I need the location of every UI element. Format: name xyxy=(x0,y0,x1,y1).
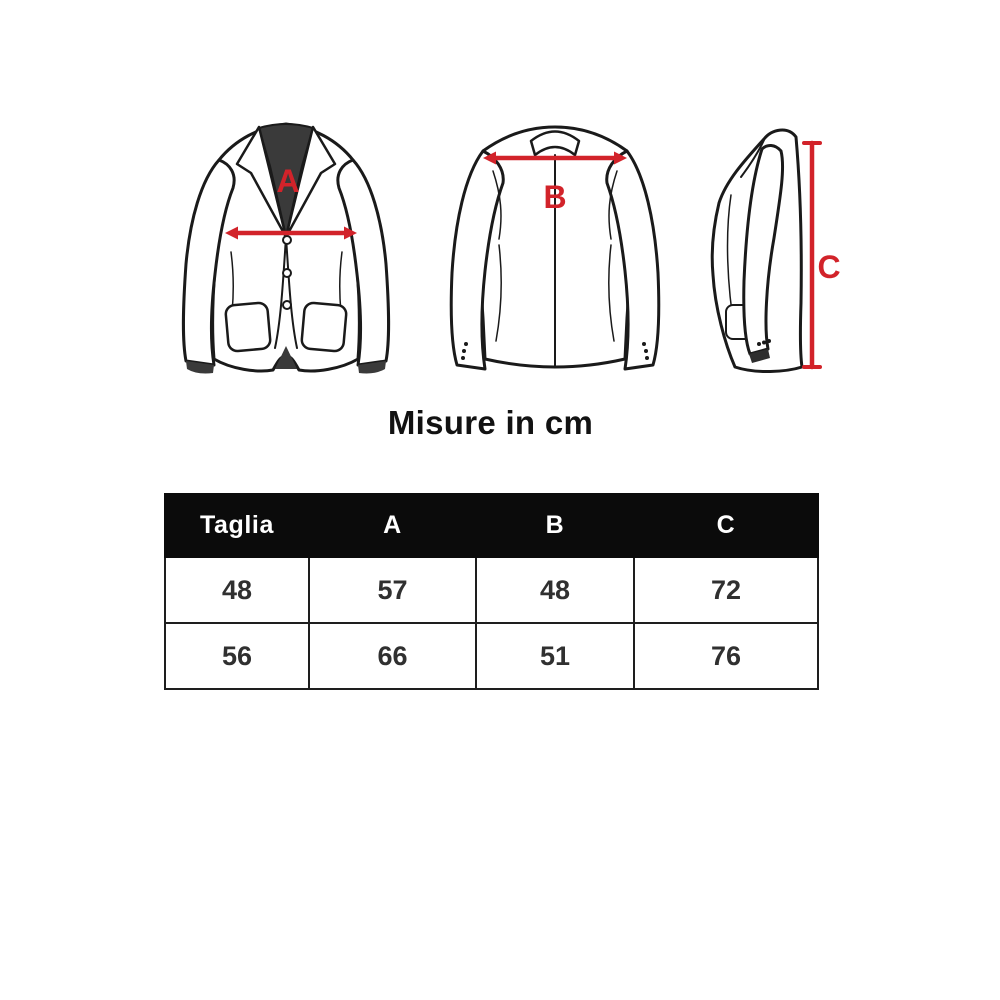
jacket-front-button-1 xyxy=(283,236,291,244)
cell-a-56: 66 xyxy=(309,623,476,689)
size-row-48 xyxy=(165,557,818,623)
header-a: A xyxy=(309,494,476,557)
size-table-header-row xyxy=(165,494,818,557)
cell-b-48: 48 xyxy=(476,557,634,623)
jacket-back-diagram xyxy=(441,113,669,378)
jacket-front-right-pocket xyxy=(301,302,347,351)
cell-c-56: 76 xyxy=(634,623,818,689)
measure-label-c: C xyxy=(817,249,841,285)
jacket-front-left-pocket xyxy=(225,302,271,351)
header-b: B xyxy=(476,494,634,557)
jacket-front-button-3 xyxy=(283,301,291,309)
jacket-side-diagram xyxy=(700,123,850,377)
measure-label-a: A xyxy=(276,163,300,199)
size-row-56 xyxy=(165,623,818,689)
header-taglia: Taglia xyxy=(165,494,309,557)
cell-taglia-56: 56 xyxy=(165,623,309,689)
cell-c-48: 72 xyxy=(634,557,818,623)
measure-label-b: B xyxy=(543,179,567,215)
jacket-front-button-2 xyxy=(283,269,291,277)
cell-b-56: 51 xyxy=(476,623,634,689)
header-c: C xyxy=(634,494,818,557)
size-table xyxy=(164,493,819,690)
page-title: Misure in cm xyxy=(387,404,594,441)
cell-a-48: 57 xyxy=(309,557,476,623)
cell-taglia-48: 48 xyxy=(165,557,309,623)
jacket-front-diagram xyxy=(175,112,397,378)
